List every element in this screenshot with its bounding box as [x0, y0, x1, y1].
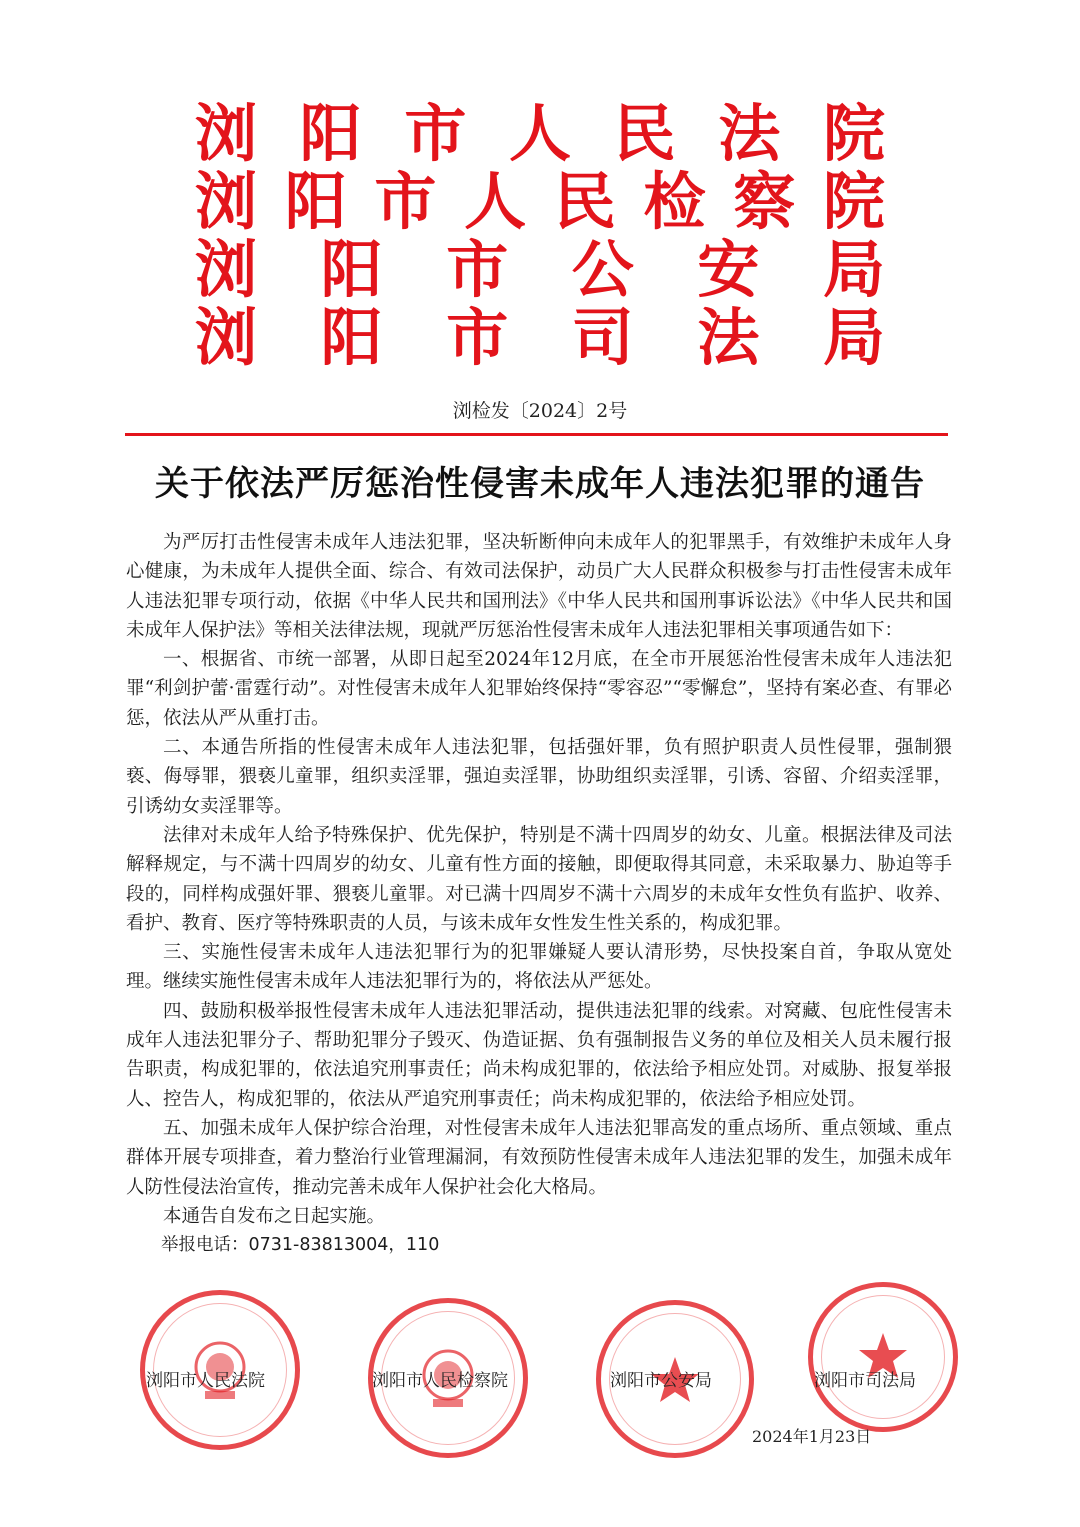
- authority-char: 阳: [299, 97, 362, 170]
- authority-char: 阳: [284, 165, 347, 238]
- paragraph-item-4: 四、鼓励积极举报性侵害未成年人违法犯罪活动，提供违法犯罪的线索。对窝藏、包庇性侵害未成年人违法犯罪分子、帮助犯罪分子毁灭、伪造证据、负有强制报告义务的单位及相关人员未履行报告职责，构成犯罪的，依法追究刑事责任；尚未构成犯罪的，依法给予相应处罚。对威胁、报复举报人、控告人，构成犯罪的，依法从严追究刑事责任；尚未构成犯罪的，依法给予相应处罚。: [126, 1000, 952, 1110]
- authority-char: 浏: [195, 233, 258, 306]
- authority-char: 人: [508, 97, 571, 170]
- authority-char: 市: [446, 233, 509, 306]
- authority-char: 院: [822, 97, 885, 170]
- authority-char: 市: [404, 97, 467, 170]
- authority-char: 察: [733, 165, 796, 238]
- document-number: 浏检发〔2024〕2号: [452, 400, 628, 422]
- star-icon: [813, 1287, 953, 1427]
- court-signature-name: 浏阳市人民法院: [146, 1371, 265, 1391]
- authority-char: 浏: [195, 97, 258, 170]
- authority-char: 市: [374, 165, 437, 238]
- authority-char: 民: [553, 165, 616, 238]
- authority-char: 司: [571, 301, 634, 374]
- authority-line-2: [195, 165, 885, 238]
- justice-bureau-seal: [808, 1282, 958, 1432]
- issuing-authorities-header: [195, 97, 885, 374]
- authority-char: 阳: [320, 233, 383, 306]
- authority-char: 院: [822, 165, 885, 238]
- document-body: [126, 528, 952, 1260]
- procuratorate-signature-name: 浏阳市人民检察院: [372, 1371, 508, 1391]
- authority-char: 局: [822, 301, 885, 374]
- authority-char: 浏: [195, 165, 258, 238]
- authority-line-3: [195, 233, 885, 306]
- authority-char: 安: [697, 233, 760, 306]
- authority-char: 阳: [320, 301, 383, 374]
- authority-char: 法: [718, 97, 781, 170]
- authority-char: 检: [643, 165, 706, 238]
- paragraph-item-3: 三、实施性侵害未成年人违法犯罪行为的犯罪嫌疑人要认清形势，尽快投案自首，争取从宽处理。继续实施性侵害未成年人违法犯罪行为的，将依法从严惩处。: [126, 942, 952, 993]
- report-hotline: 举报电话：0731-83813004，110: [161, 1235, 440, 1256]
- authority-line-4: [195, 301, 885, 374]
- paragraph-legal-note: 法律对未成年人给予特殊保护、优先保护，特别是不满十四周岁的幼女、儿童。根据法律及司法解释规定，与不满十四周岁的幼女、儿童有性方面的接触，即便取得其同意，未采取暴力、胁迫等手段的，同样构成强奸罪、猥亵儿童罪。对已满十四周岁不满十六周岁的未成年女性负有监护、收养、看护、教育、医疗等特殊职责的人员，与该未成年女性发生性关系的，构成犯罪。: [126, 824, 952, 934]
- justice-bureau-signature-name: 浏阳市司法局: [814, 1371, 916, 1391]
- red-divider-line: [125, 433, 948, 436]
- public-security-signature-name: 浏阳市公安局: [610, 1371, 712, 1391]
- paragraph-item-5: 五、加强未成年人保护综合治理，对性侵害未成年人违法犯罪高发的重点场所、重点领域、重点群体开展专项排查，着力整治行业管理漏洞，有效预防性侵害未成年人违法犯罪的发生，加强未成年人防性侵法治宣传，推动完善未成年人保护社会化大格局。: [126, 1117, 952, 1198]
- paragraph-intro: 为严厉打击性侵害未成年人违法犯罪，坚决斩断伸向未成年人的犯罪黑手，有效维护未成年人身心健康，为未成年人提供全面、综合、有效司法保护，动员广大人民群众积极参与打击性侵害未成年人违法犯罪专项行动，依据《中华人民共和国刑法》《中华人民共和国刑事诉讼法》《中华人民共和国未成年人保护法》等相关法律法规，现就严厉惩治性侵害未成年人违法犯罪相关事项通告如下：: [126, 532, 952, 641]
- paragraph-item-1: 一、根据省、市统一部署，从即日起至2024年12月底，在全市开展惩治性侵害未成年人违法犯罪“利剑护蕾·雷霆行动”。对性侵害未成年人犯罪始终保持“零容忍”“零懈怠”，坚持有案必查、有罪必惩，依法从严从重打击。: [126, 649, 952, 729]
- authority-char: 人: [464, 165, 527, 238]
- authority-char: 公: [571, 233, 634, 306]
- document-title: 关于依法严厉惩治性侵害未成年人违法犯罪的通告: [155, 464, 925, 504]
- authority-char: 局: [822, 233, 885, 306]
- authority-char: 市: [446, 301, 509, 374]
- issue-date: 2024年1月23日: [752, 1427, 872, 1446]
- paragraph-effective: 本通告自发布之日起实施。: [163, 1205, 386, 1227]
- authority-char: 浏: [195, 301, 258, 374]
- authority-char: 民: [613, 97, 676, 170]
- authority-line-1: [195, 97, 885, 170]
- authority-char: 法: [697, 301, 760, 374]
- paragraph-item-2: 二、本通告所指的性侵害未成年人违法犯罪，包括强奸罪，负有照护职责人员性侵罪，强制猥亵、侮辱罪，猥亵儿童罪，组织卖淫罪，强迫卖淫罪，协助组织卖淫罪，引诱、容留、介绍卖淫罪，引诱幼女卖淫罪等。: [126, 737, 952, 817]
